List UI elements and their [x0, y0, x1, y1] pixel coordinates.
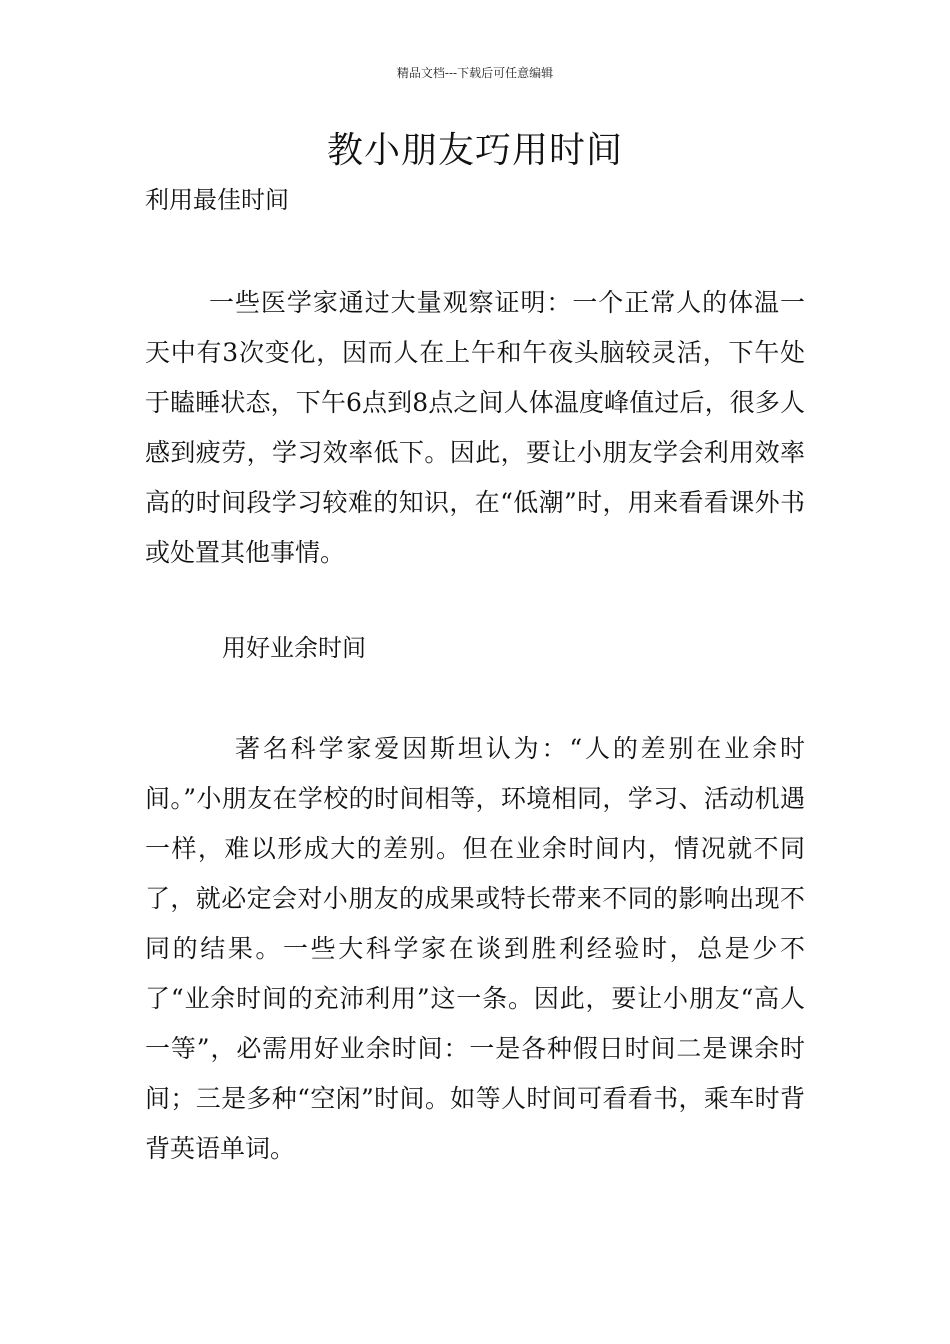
header-note: 精品文档---下载后可任意编辑	[396, 66, 554, 80]
section-paragraph-spare-time: 著名科学家爱因斯坦认为：“人的差别在业余时间。”小朋友在学校的时间相等，环境相同，学习、活动机遇一样，难以形成大的差别。但在业余时间内，情况就不同了，就必定会对小朋友的成果或特长带来不同的影响出现不同的结果。一些大科学家在谈到胜利经验时，总是少不了“业余时间的充沛利用”这一条。因此，要让小朋友“高人一等”，必需用好业余时间：一是各种假日时间二是课余时间；三是多种“空闲”时间。如等人时间可看看书，乘车时背背英语单词。	[145, 734, 805, 1163]
document-title: 教小朋友巧用时间	[326, 130, 623, 171]
section-paragraph-best-time: 一些医学家通过大量观察证明：一个正常人的体温一天中有3次变化，因而人在上午和午夜头脑较灵活，下午处于瞌睡状态，下午6点到8点之间人体温度峰值过后，很多人感到疲劳，学习效率低下。因此，要让小朋友学会利用效率高的时间段学习较难的知识，在“低潮”时，用来看看课外书或处置其他事情。	[145, 288, 805, 567]
section-heading-spare-time: 用好业余时间	[222, 634, 366, 662]
section-heading-best-time: 利用最佳时间	[145, 186, 289, 214]
